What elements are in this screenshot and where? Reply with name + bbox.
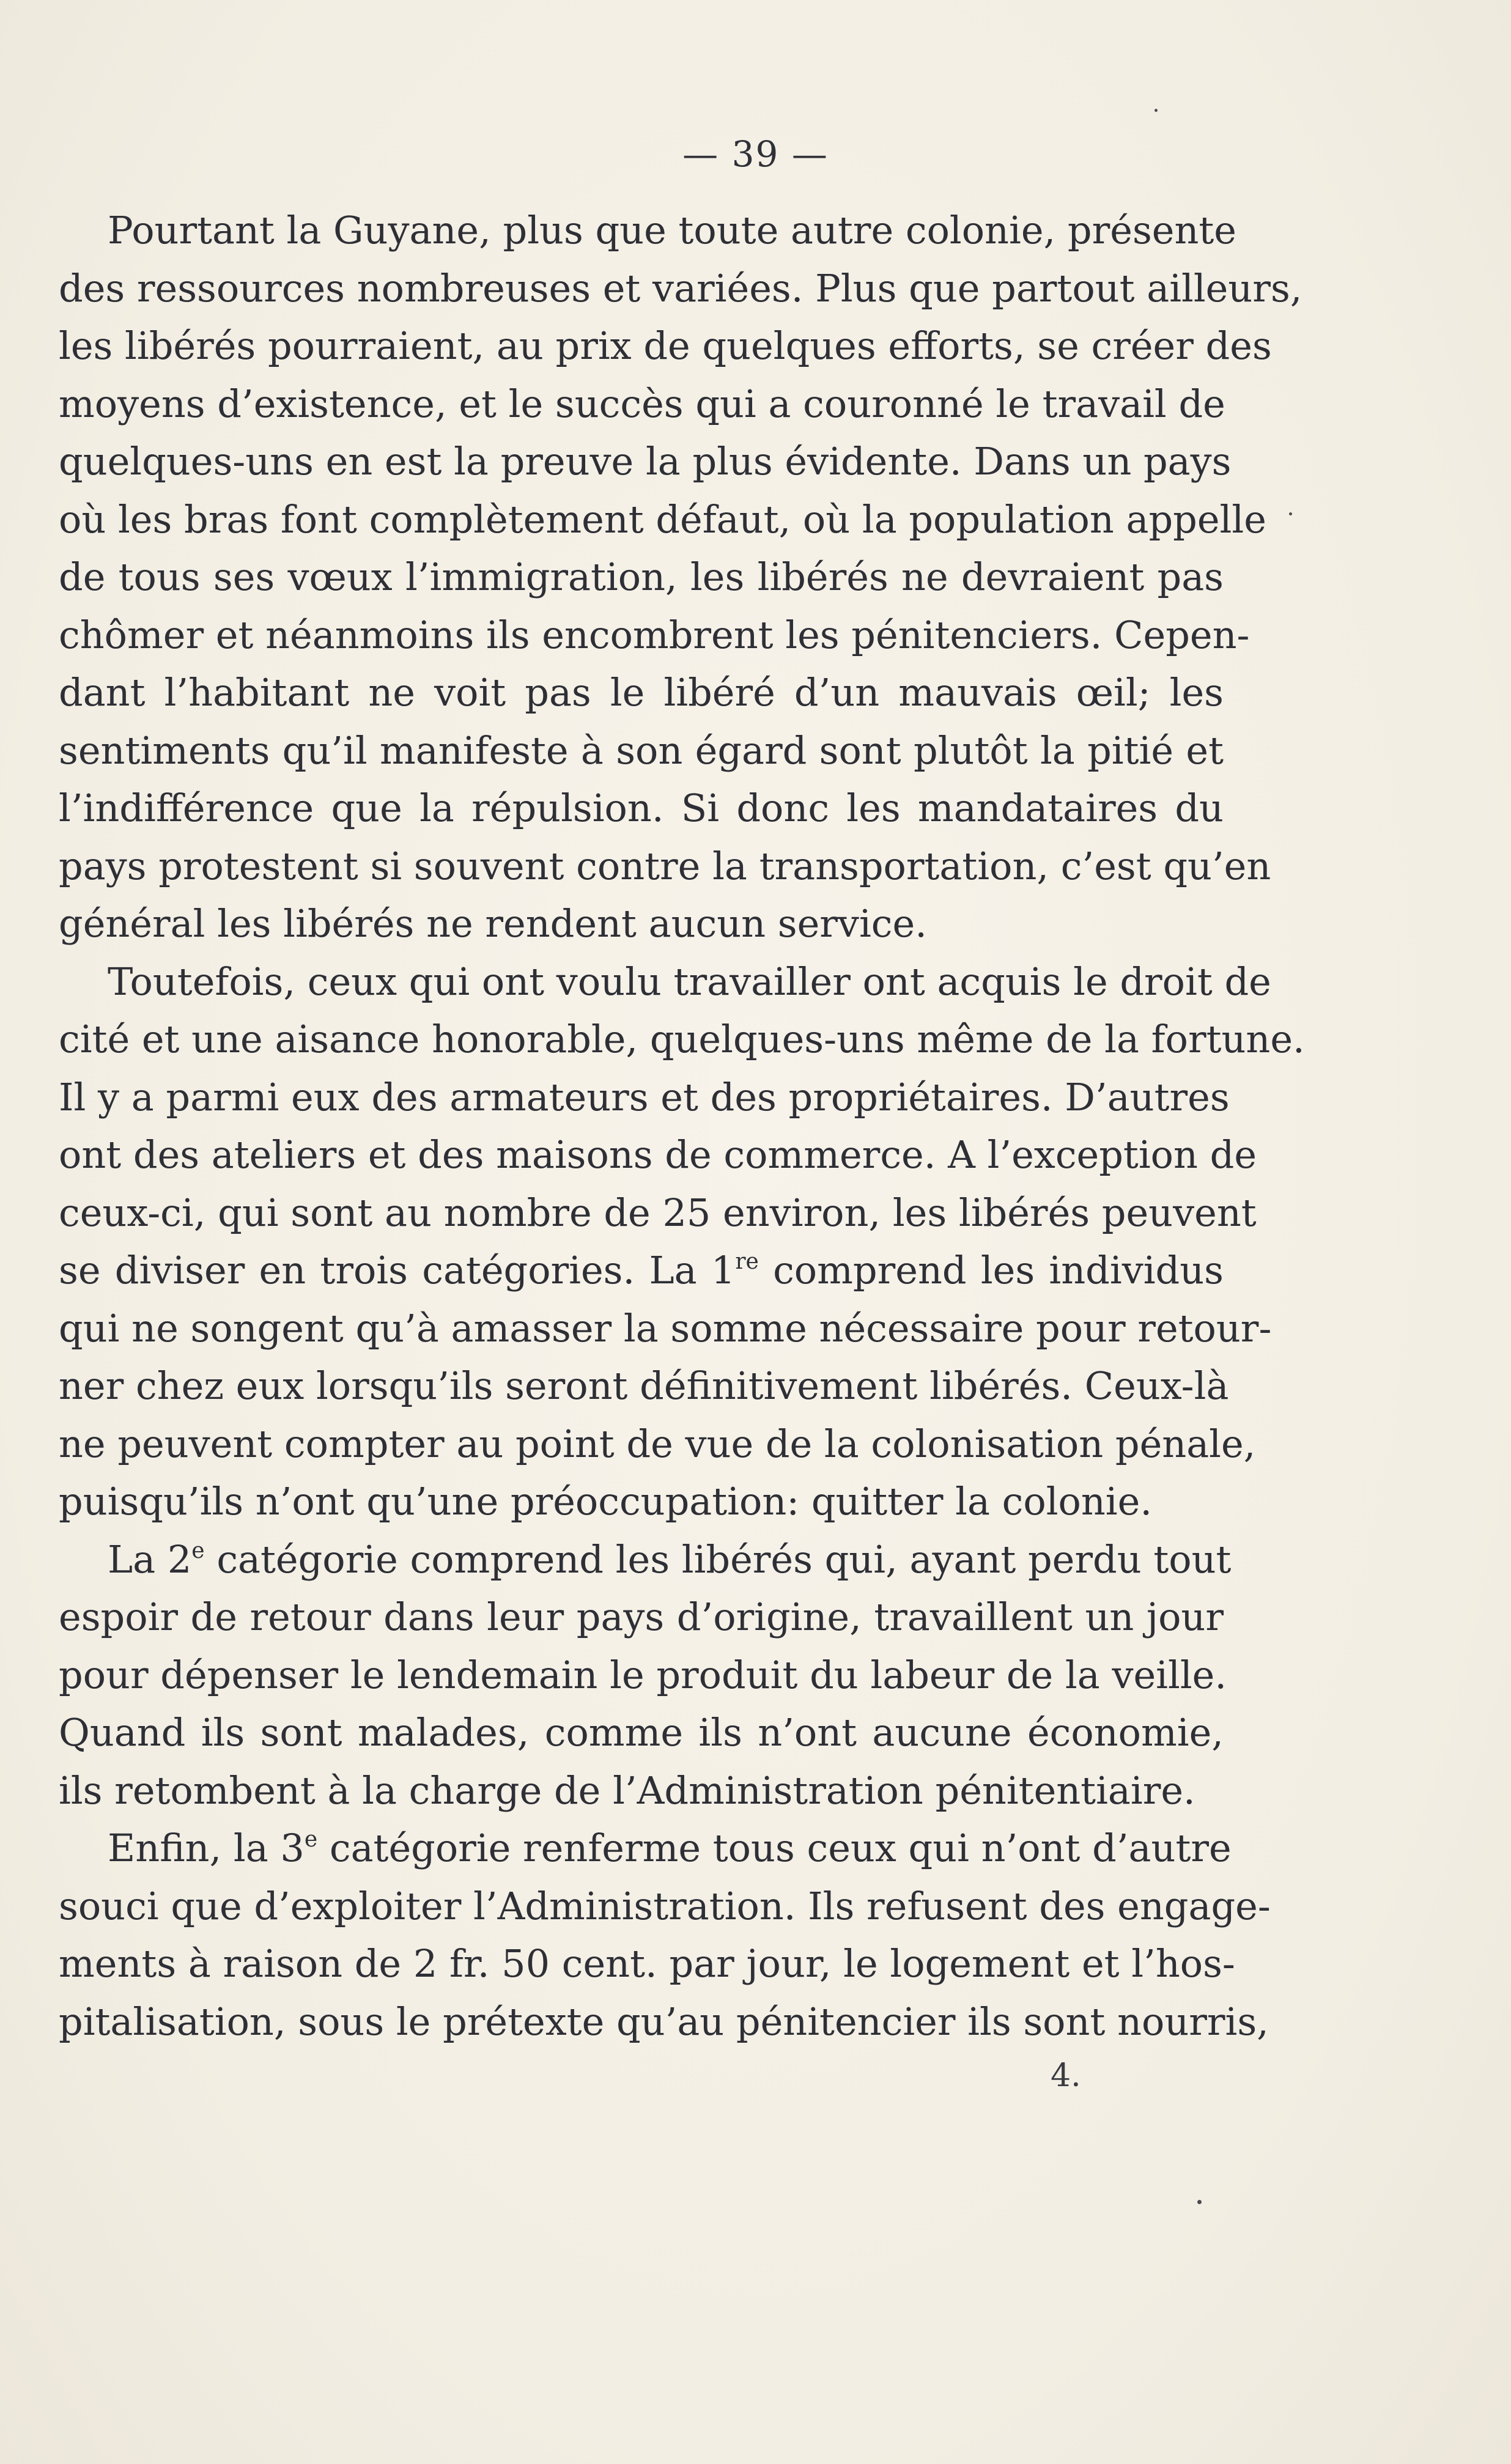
text-fragment: Enfin, la 3	[108, 1826, 305, 1870]
text-line: dant l’habitant ne voit pas le libéré d’un mauvais œil; les	[59, 670, 1224, 715]
text-line: qui ne songent qu’à amasser la somme nécessaire pour retour-	[59, 1305, 1272, 1351]
text-line: de tous ses vœux l’immigration, les libérés ne devraient pas	[59, 555, 1224, 599]
text-fragment: La 2	[108, 1536, 192, 1582]
text-line: pays protestent si souvent contre la transportation, c’est qu’en	[59, 843, 1271, 888]
text-line: ne peuvent compter au point de vue de la colonisation pénale,	[59, 1421, 1256, 1466]
text-line: ner chez eux lorsqu’ils seront définitivement libérés. Ceux-là	[59, 1363, 1229, 1408]
text-line: moyens d’existence, et le succès qui a couronné le travail de	[59, 381, 1225, 426]
page-number: — 39 —	[682, 133, 829, 175]
text-line: l’indifférence que la répulsion. Si donc les mandataires du	[59, 786, 1224, 830]
text-line: pitalisation, sous le prétexte qu’au pénitencier ils sont nourris,	[59, 1999, 1269, 2044]
ordinal-superscript: e	[304, 1827, 318, 1852]
text-line: pour dépenser le lendemain le produit du labeur de la veille.	[59, 1652, 1227, 1697]
ink-speck	[1289, 512, 1292, 515]
text-line: ils retombent à la charge de l’Administration pénitentiaire.	[59, 1768, 1195, 1813]
text-fragment: catégorie comprend les libérés qui, ayant perdu tout	[204, 1536, 1232, 1582]
ordinal-superscript: re	[735, 1249, 759, 1274]
text-line: ceux-ci, qui sont au nombre de 25 environ, les libérés peuvent	[59, 1190, 1257, 1235]
body-text	[59, 202, 1305, 2051]
text-fragment: se diviser en trois catégories. La 1	[59, 1248, 736, 1293]
text-line: chômer et néanmoins ils encombrent les pénitenciers. Cepen-	[59, 612, 1250, 657]
text-line	[59, 1242, 1224, 1300]
ink-speck	[1197, 2200, 1202, 2204]
text-line: Toutefois, ceux qui ont voulu travailler ont acquis le droit de	[108, 959, 1271, 1004]
text-line: sentiments qu’il manifeste à son égard sont plutôt la pitié et	[59, 728, 1224, 773]
text-line: des ressources nombreuses et variées. Plus que partout ailleurs,	[59, 265, 1302, 311]
text-line: ments à raison de 2 fr. 50 cent. par jour, le logement et l’hos-	[59, 1941, 1235, 1986]
text-line: Il y a parmi eux des armateurs et des propriétaires. D’autres	[59, 1074, 1230, 1119]
text-line	[59, 1820, 1232, 1878]
text-line: général les libérés ne rendent aucun service.	[59, 901, 927, 946]
text-fragment: comprend les individus	[758, 1248, 1224, 1293]
text-line: où les bras font complètement défaut, où la population appelle	[59, 496, 1266, 542]
text-line: cité et une aisance honorable, quelques-uns même de la fortune.	[59, 1017, 1305, 1061]
text-line: les libérés pourraient, au prix de quelques efforts, se créer des	[59, 323, 1272, 368]
text-line: quelques-uns en est la preuve la plus évidente. Dans un pays	[59, 439, 1232, 484]
text-line: Pourtant la Guyane, plus que toute autre colonie, présente	[108, 208, 1236, 253]
text-fragment: catégorie renferme tous ceux qui n’ont d’autre	[317, 1826, 1232, 1870]
text-line: espoir de retour dans leur pays d’origine, travaillent un jour	[59, 1595, 1224, 1639]
text-line: Quand ils sont malades, comme ils n’ont aucune économie,	[59, 1710, 1224, 1755]
text-line: souci que d’exploiter l’Administration. Ils refusent des engage-	[59, 1883, 1271, 1928]
signature-mark: 4.	[1051, 2057, 1081, 2094]
text-line: puisqu’ils n’ont qu’une préoccupation: quitter la colonie.	[59, 1479, 1153, 1524]
text-line	[59, 1531, 1232, 1589]
ordinal-superscript: e	[191, 1538, 205, 1563]
ink-speck	[1154, 109, 1158, 112]
text-line: ont des ateliers et des maisons de commerce. A l’exception de	[59, 1132, 1257, 1177]
